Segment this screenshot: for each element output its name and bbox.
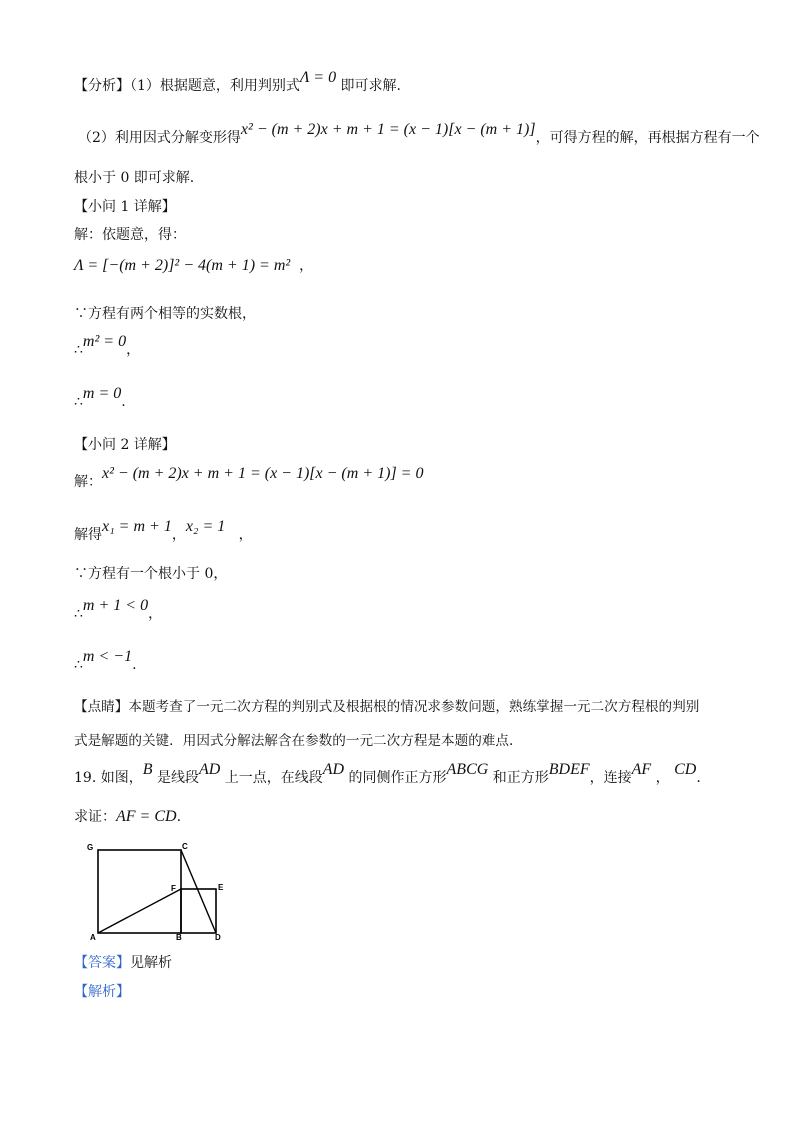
point-b: B bbox=[142, 761, 153, 778]
label-c: C bbox=[182, 842, 188, 851]
prove-end: . bbox=[176, 809, 182, 825]
q2-step-2 bbox=[74, 648, 137, 674]
q2-intro: 解： bbox=[74, 474, 102, 490]
label-g: G bbox=[87, 843, 94, 852]
q2-step-2-end: . bbox=[132, 657, 137, 673]
discriminant-zero-formula: Λ = 0 bbox=[299, 69, 337, 86]
q2-heading: 【小问 2 详解】 bbox=[74, 437, 176, 453]
analysis-text-2: （2）利用因式分解变形得 bbox=[78, 130, 241, 146]
square-abcg: ABCG bbox=[446, 761, 489, 778]
label-f: F bbox=[171, 884, 176, 893]
therefore-symbol: ∴ bbox=[74, 657, 83, 673]
square-bdef: BDEF bbox=[548, 761, 590, 778]
prove-label: 求证： bbox=[74, 809, 116, 825]
q2-step-1 bbox=[74, 597, 163, 623]
q1-delta-comma: ， bbox=[299, 258, 314, 274]
solution-line bbox=[74, 984, 130, 1001]
m-zero-formula: m = 0 bbox=[82, 385, 122, 402]
label-d: D bbox=[215, 933, 221, 942]
segment-af-line bbox=[98, 889, 181, 933]
q2-solution-text: 解得 bbox=[74, 527, 102, 543]
q2-separator: ， bbox=[171, 527, 186, 543]
problem-19-text-8: . bbox=[696, 770, 701, 786]
analysis-end-1: 即可求解. bbox=[340, 78, 401, 94]
comment-line-1: 【点睛】本题考查了一元二次方程的判别式及根据根的情况求参数问题，熟练掌握一元二次方程根的判别 bbox=[74, 699, 700, 715]
segment-ad: AD bbox=[322, 761, 345, 778]
prove-formula: AF = CD bbox=[116, 808, 177, 825]
problem-19-statement bbox=[74, 761, 701, 787]
comment-line-2: 式是解题的关键．用因式分解法解含在参数的一元二次方程是本题的难点. bbox=[74, 733, 514, 749]
q2-solution-line bbox=[74, 518, 253, 544]
problem-19-text-4: 的同侧作正方形 bbox=[348, 770, 447, 786]
therefore-symbol: ∴ bbox=[74, 606, 83, 622]
problem-19-text-2: 是线段 bbox=[156, 770, 199, 786]
segment-af: AF bbox=[631, 761, 652, 778]
q2-equation-line bbox=[74, 465, 424, 491]
geometry-figure bbox=[84, 838, 230, 942]
segment-cd-line bbox=[181, 850, 216, 933]
label-b: B bbox=[176, 933, 182, 942]
x1-formula: x₁ = m + 1 bbox=[102, 518, 172, 535]
solution-tag: 【解析】 bbox=[74, 984, 130, 1000]
analysis-text-1: （1）根据题意，利用判别式 bbox=[130, 78, 300, 94]
q2-reason: ∵方程有一个根小于 0， bbox=[74, 566, 228, 582]
segment-cd: CD bbox=[674, 761, 697, 778]
problem-19-text-3: 上一点，在线段 bbox=[224, 770, 323, 786]
problem-19-text-7: ， bbox=[655, 770, 670, 786]
therefore-symbol: ∴ bbox=[74, 342, 83, 358]
therefore-symbol: ∴ bbox=[74, 394, 83, 410]
x2-formula: x₂ = 1 bbox=[185, 518, 226, 535]
m-plus-one-lt-zero-formula: m + 1 < 0 bbox=[82, 597, 149, 614]
prove-line bbox=[74, 807, 181, 826]
analysis-tag: 【分析】 bbox=[74, 78, 130, 94]
problem-19-text-6: ，连接 bbox=[589, 770, 632, 786]
answer-tag: 【答案】 bbox=[74, 955, 130, 971]
segment-ad: AD bbox=[198, 761, 221, 778]
q2-equation-formula: x² − (m + 2)x + m + 1 = (x − 1)[x − (m + 1)] = 0 bbox=[102, 465, 424, 482]
analysis-line-1 bbox=[74, 69, 401, 95]
analysis-end-2: ，可得方程的解，再根据方程有一个 bbox=[535, 130, 760, 146]
q1-step-2-end: . bbox=[121, 394, 126, 410]
q2-solution-end: ， bbox=[238, 527, 253, 543]
problem-19-text-1: 19. 如图， bbox=[74, 770, 143, 786]
label-a: A bbox=[90, 933, 96, 942]
q1-step-2 bbox=[74, 385, 126, 411]
analysis-line-2 bbox=[78, 121, 760, 147]
q1-step-1 bbox=[74, 333, 141, 359]
analysis-line-3: 根小于 0 即可求解. bbox=[74, 170, 195, 186]
q1-reason: ∵方程有两个相等的实数根， bbox=[74, 306, 256, 322]
answer-text: 见解析 bbox=[130, 955, 172, 971]
square-abcg-shape bbox=[98, 850, 181, 933]
m-lt-minus-one-formula: m < −1 bbox=[82, 648, 133, 665]
problem-19-text-5: 和正方形 bbox=[492, 770, 549, 786]
q1-delta-line bbox=[74, 256, 313, 275]
delta-formula: Λ = [−(m + 2)]² − 4(m + 1) = m² bbox=[74, 257, 291, 274]
q2-step-1-end: ， bbox=[148, 606, 163, 622]
q1-step-1-end: ， bbox=[126, 342, 141, 358]
square-bdef-shape bbox=[181, 889, 216, 933]
factorization-formula: x² − (m + 2)x + m + 1 = (x − 1)[x − (m + 1)] bbox=[240, 121, 536, 138]
m-squared-zero-formula: m² = 0 bbox=[82, 333, 127, 350]
q1-heading: 【小问 1 详解】 bbox=[74, 199, 176, 215]
answer-line bbox=[74, 955, 172, 972]
label-e: E bbox=[218, 883, 224, 892]
q1-intro: 解：依题意，得： bbox=[74, 227, 186, 243]
